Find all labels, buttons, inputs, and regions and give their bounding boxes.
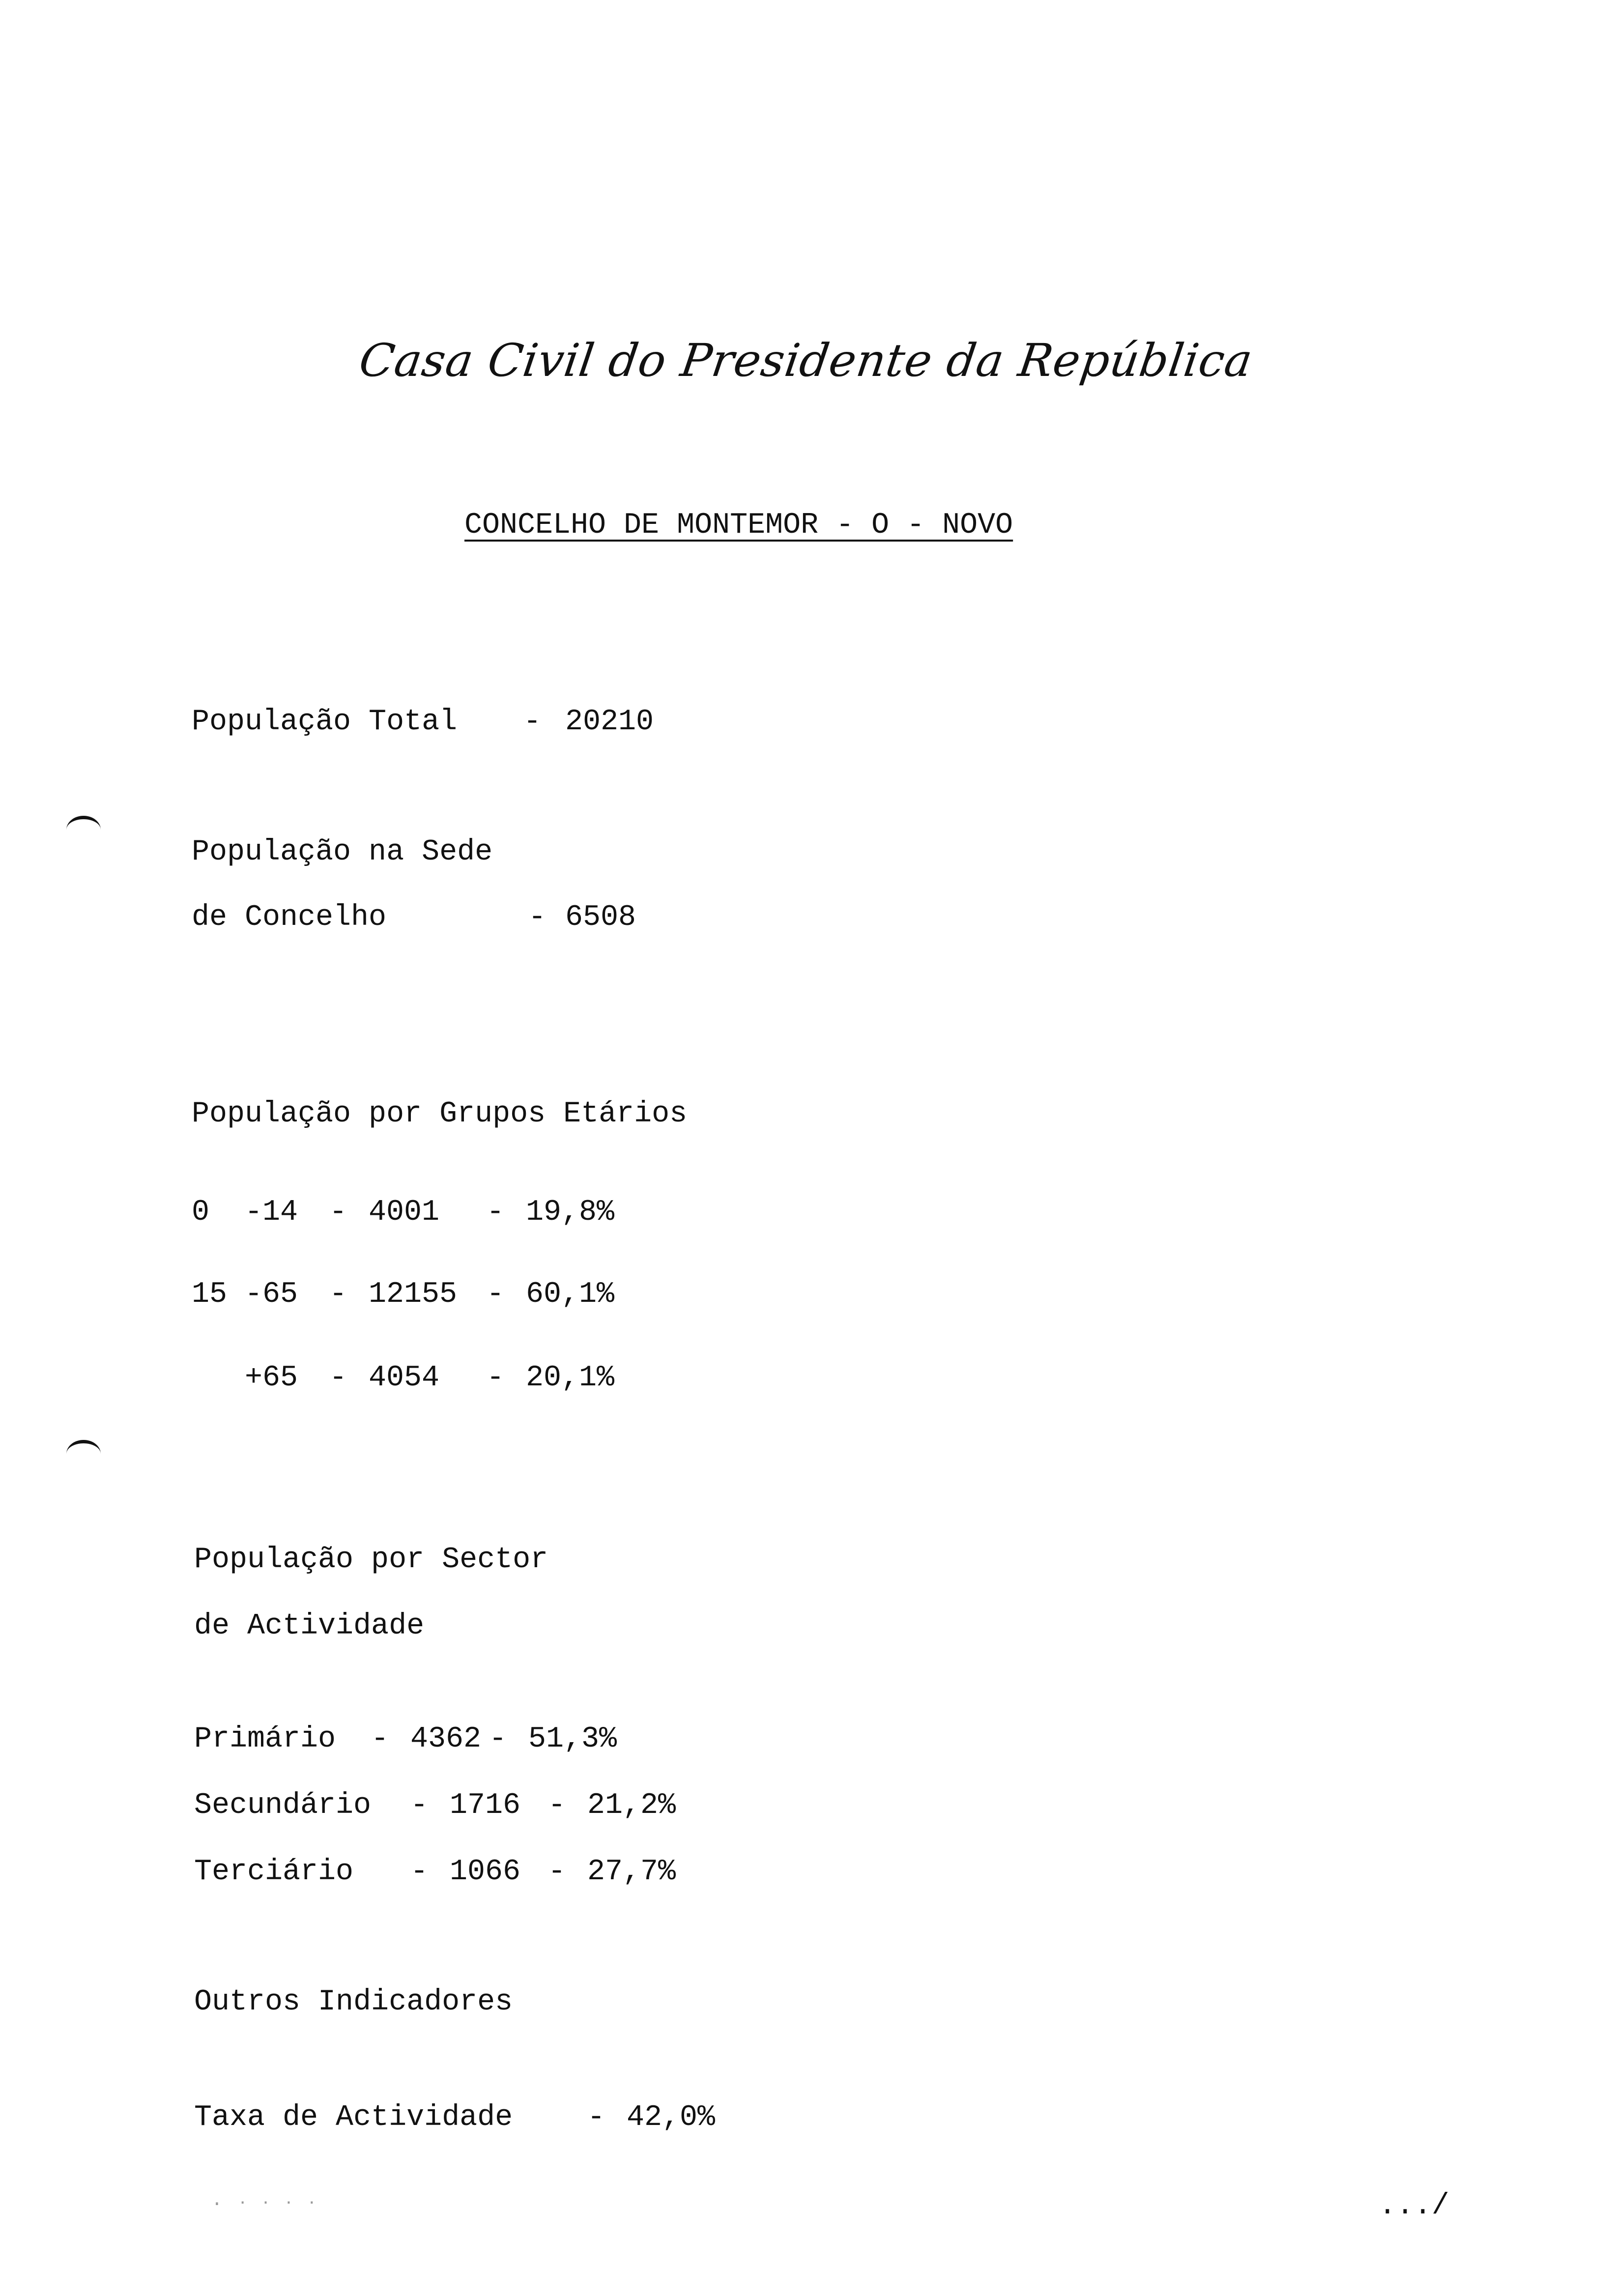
age-pct: 19,8%: [526, 1196, 615, 1229]
activity-rate-value: 42,0%: [627, 2101, 716, 2134]
age-count: 4001: [369, 1196, 440, 1229]
population-seat-dash: -: [528, 901, 547, 934]
separator-dash: -: [489, 1722, 507, 1756]
document-title: CONCELHO DE MONTEMOR - O - NOVO: [464, 509, 1013, 542]
population-total-dash: -: [523, 705, 542, 739]
population-total-value: 20210: [565, 705, 654, 739]
age-range: 15 -65: [192, 1278, 298, 1311]
scan-specks: · ⋅ ⋅ ⋅ ⋅: [211, 2194, 318, 2215]
separator-dash: -: [329, 1196, 347, 1229]
age-groups-heading: População por Grupos Etários: [192, 1097, 688, 1131]
sector-pct: 21,2%: [587, 1789, 676, 1822]
other-heading: Outros Indicadores: [194, 1985, 513, 2019]
age-range: +65: [192, 1361, 298, 1395]
separator-dash: -: [329, 1361, 347, 1395]
sector-pct: 51,3%: [528, 1722, 617, 1756]
separator-dash: -: [548, 1789, 566, 1822]
separator-dash: -: [371, 1722, 389, 1756]
separator-dash: -: [487, 1361, 505, 1395]
age-pct: 60,1%: [526, 1278, 615, 1311]
letterhead: Casa Civil do Presidente da República: [356, 334, 1256, 387]
sector-count: 1066: [450, 1855, 521, 1889]
activity-rate-label: Taxa de Actividade: [194, 2101, 513, 2134]
age-count: 12155: [369, 1278, 458, 1311]
separator-dash: -: [487, 1278, 505, 1311]
separator-dash: -: [487, 1196, 505, 1229]
punch-hole-mark: [66, 816, 101, 844]
sector-name: Primário: [194, 1722, 336, 1756]
separator-dash: -: [410, 1789, 429, 1822]
population-total-label: População Total: [192, 705, 458, 739]
sectors-heading-line1: População por Sector: [194, 1543, 548, 1577]
sector-count: 1716: [450, 1789, 521, 1822]
continuation-mark: .../: [1379, 2189, 1450, 2223]
population-seat-label-line2: de Concelho: [192, 901, 387, 934]
separator-dash: -: [548, 1855, 566, 1889]
separator-dash: -: [329, 1278, 347, 1311]
activity-rate-dash: -: [587, 2101, 605, 2134]
sectors-heading-line2: de Actividade: [194, 1609, 425, 1643]
population-seat-label-line1: População na Sede: [192, 835, 493, 869]
age-count: 4054: [369, 1361, 440, 1395]
sector-name: Secundário: [194, 1789, 372, 1822]
separator-dash: -: [410, 1855, 429, 1889]
age-pct: 20,1%: [526, 1361, 615, 1395]
punch-hole-mark: [66, 1440, 101, 1468]
sector-pct: 27,7%: [587, 1855, 676, 1889]
sector-count: 4362: [410, 1722, 482, 1756]
population-seat-value: 6508: [565, 901, 636, 934]
sector-name: Terciário: [194, 1855, 354, 1889]
age-range: 0 -14: [192, 1196, 298, 1229]
